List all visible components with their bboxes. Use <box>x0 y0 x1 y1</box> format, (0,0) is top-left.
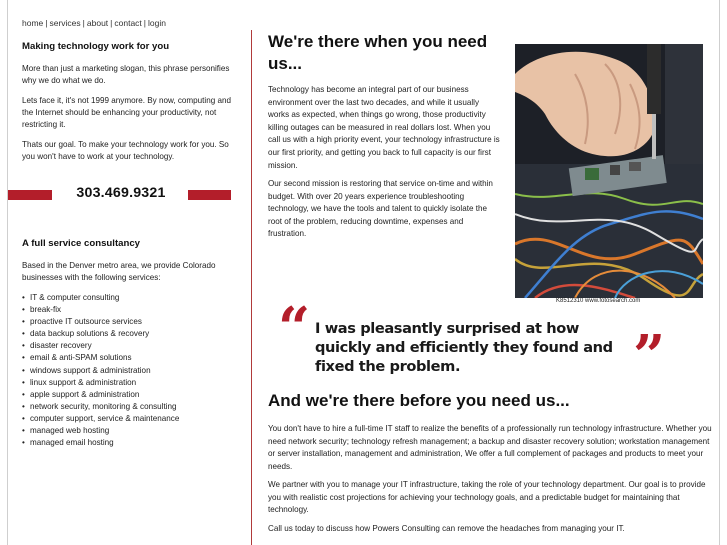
photo-credit: K8512310 www.fotosearch.com <box>556 298 641 304</box>
circuit-board-image <box>515 44 703 298</box>
nav-contact-link[interactable]: contact <box>114 18 142 28</box>
service-item: • managed email hosting <box>22 437 244 449</box>
nav-home-link[interactable]: home <box>22 18 44 28</box>
services-heading: A full service consultancy <box>22 238 141 249</box>
services-list <box>22 292 244 449</box>
phone-number[interactable]: 303.469.9321 <box>76 185 166 201</box>
open-quote-icon: “ <box>278 295 311 361</box>
service-item: • break-fix <box>22 304 244 316</box>
technician-photo <box>515 44 703 298</box>
service-item: • IT & computer consulting <box>22 292 244 304</box>
nav-login-link[interactable]: login <box>148 18 166 28</box>
nav-separator: | <box>82 18 85 28</box>
service-item: • data backup solutions & recovery <box>22 328 244 340</box>
nav-services-link[interactable]: services <box>49 18 81 28</box>
sidebar-heading: Making technology work for you <box>22 41 170 52</box>
intro-paragraph: Lets face it, it's not 1999 anymore. By now, computing and the Internet should be enhancing your productivity, not restricting it. <box>22 96 231 129</box>
call-to-action: Call us today to discuss how Powers Consulting can remove the headaches from managing your IT. <box>268 524 625 533</box>
nav-separator: | <box>110 18 113 28</box>
nav-separator: | <box>143 18 147 28</box>
service-item: • network security, monitoring & consulting <box>22 401 244 413</box>
testimonial-text: I was pleasantly surprised at how quickly and efficiently they found and fixed the problem. <box>315 320 613 375</box>
secondary-paragraph: We partner with you to manage your IT infrastructure, taking the role of your technology department. Our goal is to provide you with realistic cost projections for achieving your technology goals, and a predictable budget for maintaining that technology. <box>268 480 706 515</box>
main-paragraph: Our second mission is restoring that service on-time and within budget. With over 20 years experience troubleshooting technology, we have the tools and talent to quickly isolate the root of the problem, reducing downtime, expenses and frustration. <box>268 179 493 239</box>
column-divider <box>251 30 252 545</box>
service-item: • apple support & administration <box>22 389 244 401</box>
service-item: • windows support & administration <box>22 365 244 377</box>
service-item: • proactive IT outsource services <box>22 316 244 328</box>
service-item: • email & anti-SPAM solutions <box>22 352 244 364</box>
secondary-paragraph: You don't have to hire a full-time IT staff to realize the benefits of a professionally run technology infrastructure. Whether you need network security; technology refresh management; a backup and disaster recovery solution; workstation management or server installation, management and administration, We offer a full complement of packages and products to meet your needs. <box>268 424 712 471</box>
main-paragraph: Technology has become an integral part of our business environment over the last two decades, and while it usually works as expected, when things go wrong, those productivity killing outages can be measured in real dollars lost. When you call us with a high priority event, your technology infrastructure is our first priority, and getting you back to full capacity is our first mission. <box>268 85 500 170</box>
page-border-right <box>719 0 720 545</box>
secondary-heading: And we're there before you need us... <box>268 391 570 410</box>
sidebar <box>22 18 244 163</box>
services-section <box>22 238 244 449</box>
intro-paragraph: Thats our goal. To make your technology work for you. So you won't have to work at your technology. <box>22 140 229 161</box>
main-heading: We're there when you need us... <box>268 32 488 73</box>
intro-paragraph: More than just a marketing slogan, this phrase personifies why we do what we do. <box>22 64 230 85</box>
nav-about-link[interactable]: about <box>86 18 109 28</box>
services-intro: Based in the Denver metro area, we provide Colorado businesses with the following services: <box>22 261 216 282</box>
service-item: • disaster recovery <box>22 340 244 352</box>
phone-bar-left <box>8 190 52 200</box>
nav-separator: | <box>45 18 48 28</box>
page-border-left <box>7 0 8 545</box>
service-item: • computer support, service & maintenance <box>22 413 244 425</box>
service-item: • linux support & administration <box>22 377 244 389</box>
phone-banner <box>8 185 231 203</box>
service-item: • managed web hosting <box>22 425 244 437</box>
close-quote-icon: ” <box>633 323 666 389</box>
top-nav <box>22 18 244 28</box>
phone-bar-right <box>188 190 231 200</box>
